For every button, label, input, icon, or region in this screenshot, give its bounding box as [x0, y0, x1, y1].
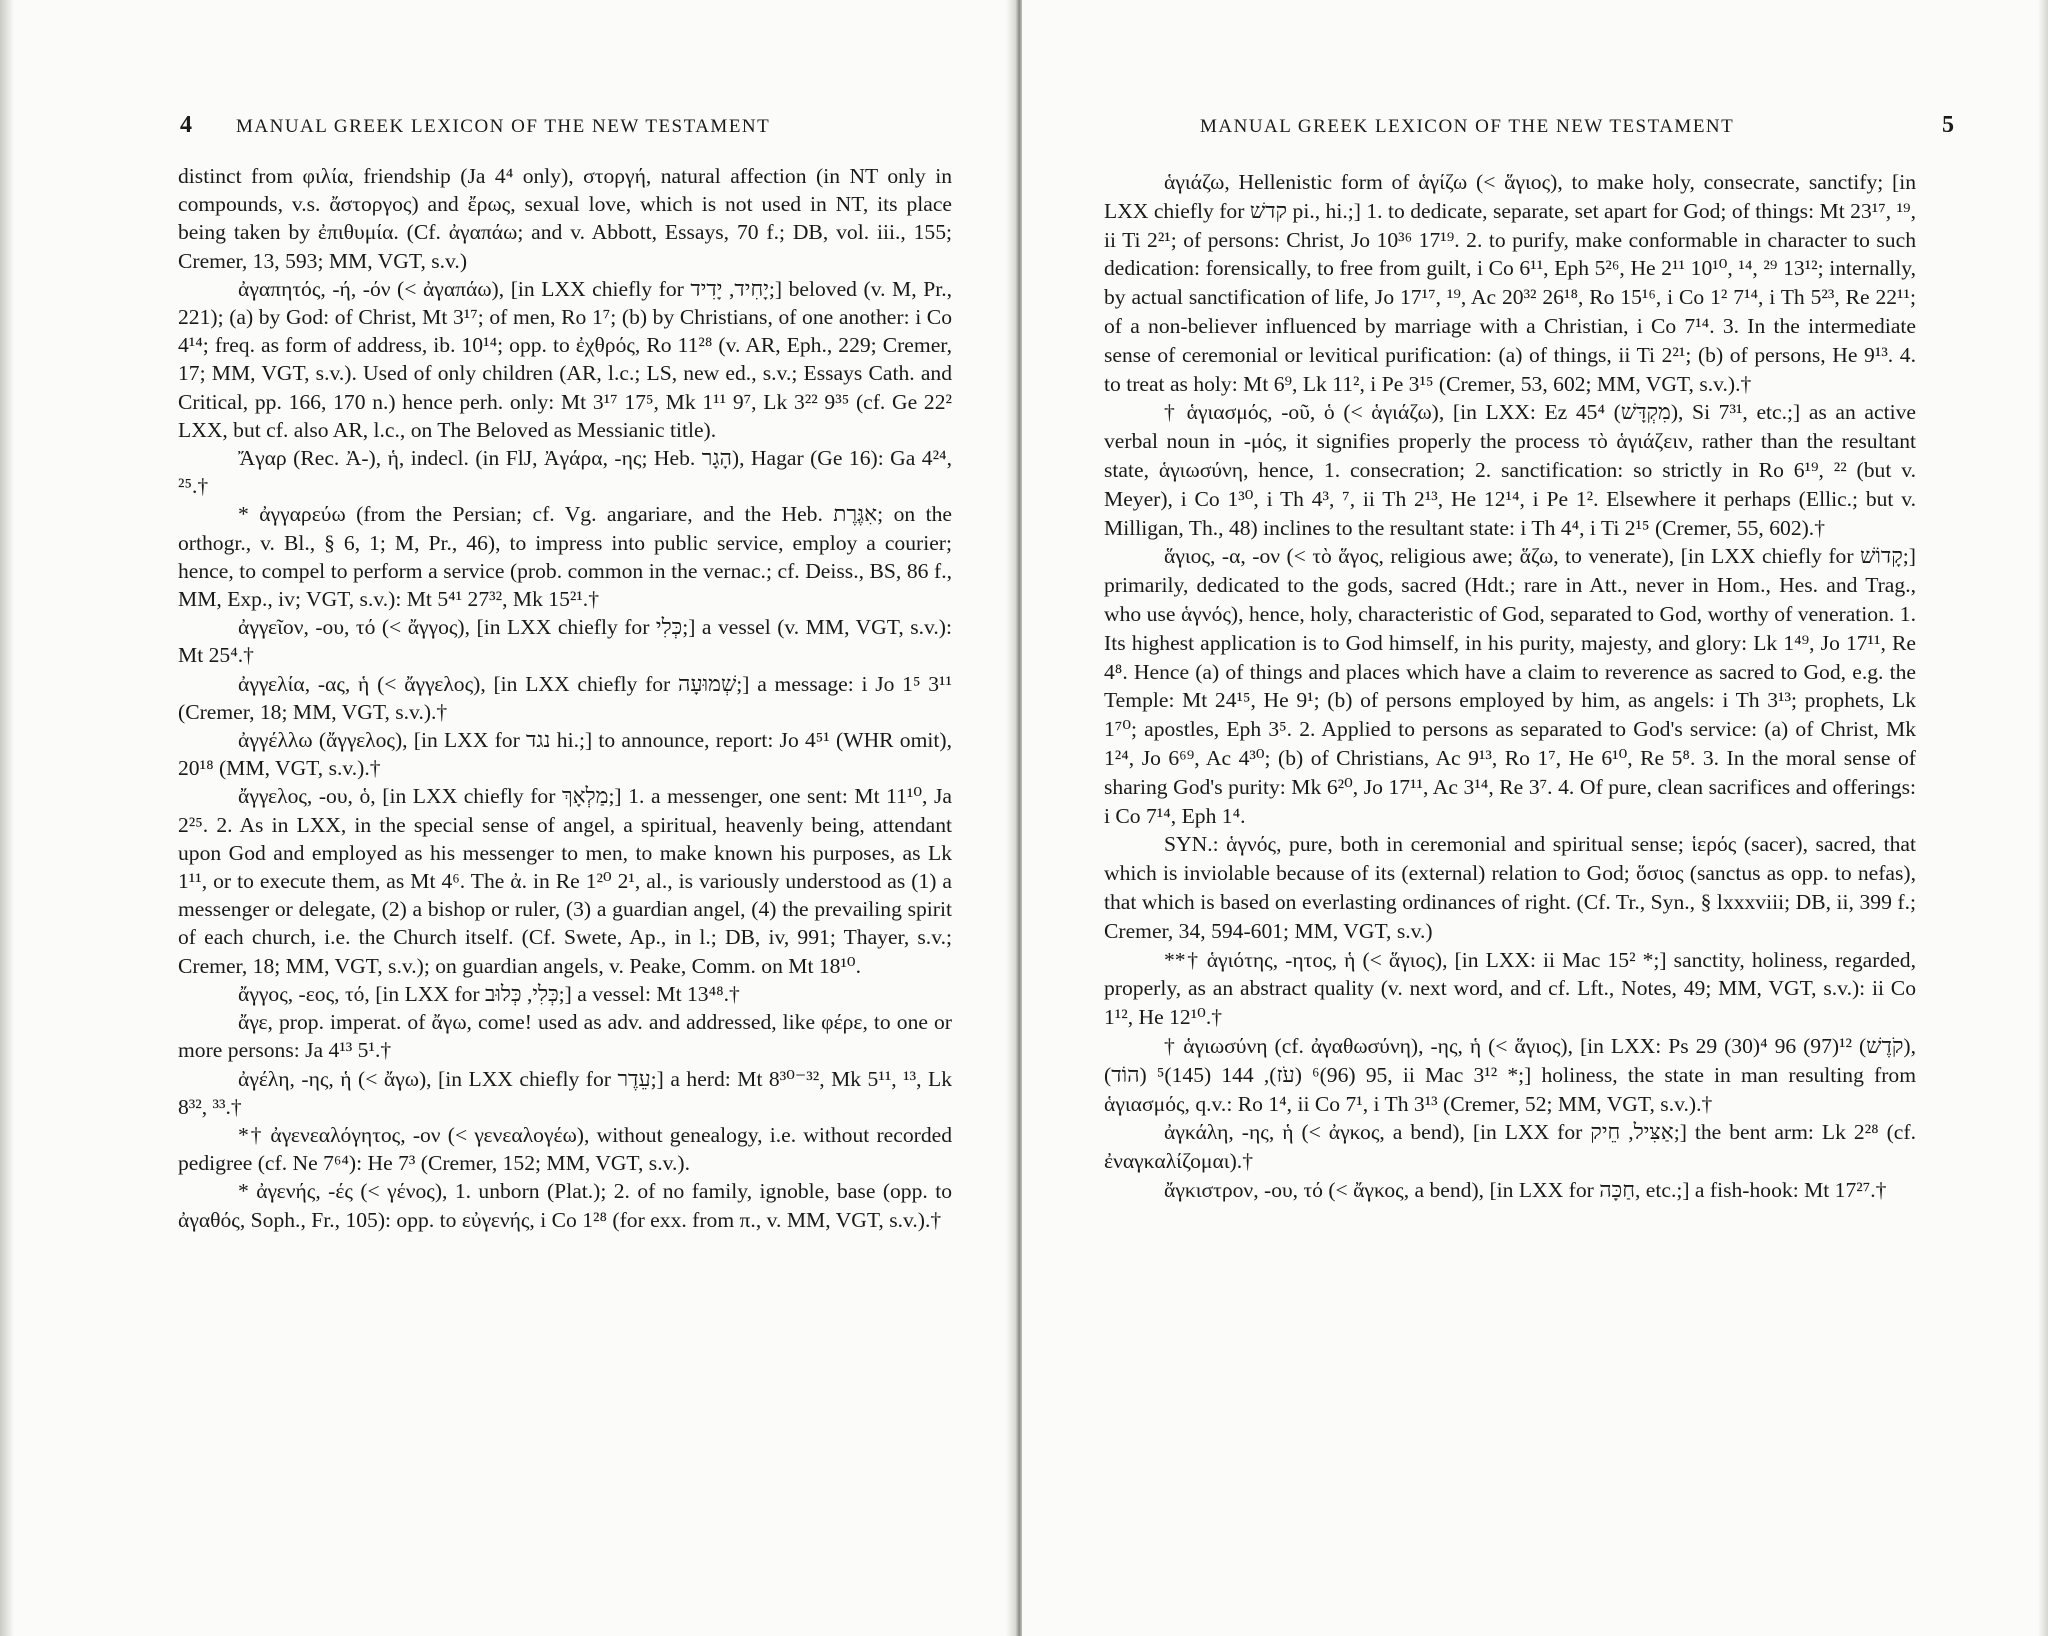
lexicon-column	[1104, 168, 1916, 1205]
lexicon-entry: **† ἁγιότης, -ητος, ἡ (< ἅγιος), [in LXX: ii Mac 15² *;] sanctity, holiness, regarded, properly, as an abstract quality (v. next word, and cf. Lft., Notes, 49; MM, VGT, s.v.): ii Co 1¹², He 12¹⁰.†	[1104, 947, 1916, 1030]
lexicon-paragraph: distinct from φιλία, friendship (Ja 4⁴ only), στοργή, natural affection (in NT only in compounds, v.s. ἄστοργος) and ἔρως, sexual love, which is not used in NT, its place being taken by ἐπιθυμία. (Cf. ἀγαπάω; and v. Abbott, Essays, 70 f.; DB, vol. iii., 155; Cremer, 13, 593; MM, VGT, s.v.)	[178, 164, 952, 273]
running-head-text: MANUAL GREEK LEXICON OF THE NEW TESTAMENT	[236, 116, 771, 137]
lexicon-entry: * ἀγενής, -ές (< γένος), 1. unborn (Plat.); 2. of no family, ignoble, base (opp. to ἀγαθός, Soph., Fr., 105): opp. to εὐγενής, i Co 1²⁸ (for exx. from π., v. MM, VGT, s.v.).†	[178, 1179, 952, 1232]
lexicon-entry: ἄγγος, -εος, τό, [in LXX for כְּלִי, כְּלוּב;] a vessel: Mt 13⁴⁸.†	[238, 981, 740, 1006]
lexicon-entry: ἀγέλη, -ης, ἡ (< ἄγω), [in LXX chiefly for עֵדֶר;] a herd: Mt 8³⁰⁻³², Mk 5¹¹, ¹³, Lk 8³², ³³.†	[178, 1066, 952, 1119]
lexicon-entry: ἄγκιστρον, -ου, τό (< ἄγκος, a bend), [in LXX for חַכָּה, etc.;] a fish-hook: Mt 17²⁷.†	[1164, 1177, 1887, 1202]
lexicon-entry: ἅγιος, -α, -ον (< τὸ ἅγος, religious awe; ἅζω, to venerate), [in LXX chiefly for קָדוֹשׁ;] primarily, dedicated to the gods, sacred (Hdt.; rare in Att., never in Hom., Hes. and Trag., who use ἁγνός), hence, holy, characteristic of God, separated to God, worthy of veneration. 1. Its highest application is to God himself, in his purity, majesty, and glory: Lk 1⁴⁹, Jo 17¹¹, Re 4⁸. Hence (a) of things and places which have a claim to reverence as sacred to God, e.g. the Temple: Mt 24¹⁵, He 9¹; (b) of persons employed by him, as angels: i Th 3¹³; prophets, Lk 1⁷⁰; apostles, Eph 3⁵. 2. Applied to persons as separated to God's service: (a) of Christ, Mk 1²⁴, Jo 6⁶⁹, Ac 4³⁰; (b) of Christians, Ac 9¹³, Ro 1⁷, He 6¹⁰, Re 5⁸. 3. In the moral sense of sharing God's purity: Mk 6²⁰, Jo 17¹¹, Ac 3¹⁴, Re 3⁷. 4. Of pure, clean sacrifices and offerings: i Co 7¹⁴, Eph 1⁴.	[1104, 544, 1916, 828]
lexicon-entry: SYN.: ἁγνός, pure, both in ceremonial and spiritual sense; ἱερός (sacer), sacred, that which is inviolable because of its (external) relation to God; ὅσιος (sanctus as opp. to nefas), that which is based on everlasting ordinances of right. (Cf. Tr., Syn., § lxxxviii; DB, ii, 399 f.; Cremer, 34, 594-601; MM, VGT, s.v.)	[1104, 832, 1916, 943]
lexicon-entry: ἀγγεῖον, -ου, τό (< ἄγγος), [in LXX chiefly for כְּלִי;] a vessel (v. MM, VGT, s.v.): Mt 25⁴.†	[178, 615, 952, 668]
lexicon-entry: * ἀγγαρεύω (from the Persian; cf. Vg. angariare, and the Heb. אִגֶּרֶת; on the orthogr., v. Bl., § 6, 1; M, Pr., 46), to impress into public service, employ a courier; hence, to compel to perform a service (prob. common in the vernac.; cf. Deiss., BS, 86 f., MM, Exp., iv; VGT, s.v.): Mt 5⁴¹ 27³², Mk 15²¹.†	[178, 502, 952, 612]
left-page	[0, 0, 1012, 1636]
page-number: 5	[1942, 112, 1954, 138]
lexicon-entry: † ἁγιωσύνη (cf. ἀγαθωσύνη), -ης, ἡ (< ἅγιος), [in LXX: Ps 29 (30)⁴ 96 (97)¹² (קֹדֶשׁ), 95 (96)⁶ (עֹז), 144 (145)⁵ (הוֹד), ii Mac 3¹² *;] holiness, the state in man resulting from ἁγιασμός, q.v.: Ro 1⁴, ii Co 7¹, i Th 3¹³ (Cremer, 52; MM, VGT, s.v.).†	[1104, 1033, 1916, 1116]
lexicon-entry: † ἁγιασμός, -οῦ, ὁ (< ἁγιάζω), [in LXX: Ez 45⁴ (מִקְדָּשׁ), Si 7³¹, etc.;] as an active verbal noun in -μός, it signifies properly the process τὸ ἁγιάζειν, rather than the resultant state, ἁγιωσύνη, hence, 1. consecration; 2. sanctification: so strictly in Ro 6¹⁹, ²² (but v. Meyer), i Co 1³⁰, i Th 4³, ⁷, ii Th 2¹³, He 12¹⁴, i Pe 1². Elsewhere it perhaps (Ellic.; but v. Milligan, Th., 48) inclines to the resultant state: i Th 4⁴, i Ti 2¹⁵ (Cremer, 55, 602).†	[1104, 400, 1916, 540]
lexicon-entry: Ἄγαρ (Rec. Ἀ-), ἡ, indecl. (in FlJ, Ἀγάρα, -ης; Heb. הָגָר), Hagar (Ge 16): Ga 4²⁴, ²⁵.†	[178, 446, 952, 499]
lexicon-entry: ἄγε, prop. imperat. of ἄγω, come! used as adv. and addressed, like φέρε, to one or more persons: Ja 4¹³ 5¹.†	[178, 1010, 952, 1063]
lexicon-entry: ἀγγελία, -ας, ἡ (< ἄγγελος), [in LXX chiefly for שְׁמוּעָה;] a message: i Jo 1⁵ 3¹¹ (Cremer, 18; MM, VGT, s.v.).†	[178, 671, 952, 724]
lexicon-entry: *† ἀγενεαλόγητος, -ον (< γενεαλογέω), without genealogy, i.e. without recorded pedigree (cf. Ne 7⁶⁴): He 7³ (Cremer, 152; MM, VGT, s.v.).	[178, 1122, 952, 1176]
lexicon-entry: ἀγαπητός, -ή, -όν (< ἀγαπάω), [in LXX chiefly for יָחִיד, יָדִיד;] beloved (v. M, Pr., 221); (a) by God: of Christ, Mt 3¹⁷; of men, Ro 1⁷; (b) by Christians, of one another: i Co 4¹⁴; freq. as form of address, ib. 10¹⁴; opp. to ἐχθρός, Ro 11²⁸ (v. AR, Eph., 229; Cremer, 17; MM, VGT, s.v.). Used of only children (AR, l.c.; LS, new ed., s.v.; Essays Cath. and Critical, pp. 166, 170 n.) hence perh. only: Mt 3¹⁷ 17⁵, Mk 1¹¹ 9⁷, Lk 3²² 9³⁵ (cf. Ge 22² LXX, but cf. also AR, l.c., on The Beloved as Messianic title).	[178, 276, 952, 442]
right-page	[1022, 0, 2048, 1636]
page-edge-shadow	[2038, 0, 2048, 1636]
lexicon-entry: ἄγγελος, -ου, ὁ, [in LXX chiefly for מַלְאָךְ;] 1. a messenger, one sent: Mt 11¹⁰, Ja 2²⁵. 2. As in LXX, in the special sense of angel, a spiritual, heavenly being, attendant upon God and employed as his messenger to men, to make known his purposes, as Lk 1¹¹, or to execute them, as Mt 4⁶. The ἀ. in Re 1²⁰ 2¹, al., is variously understood as (1) a messenger or delegate, (2) a bishop or ruler, (3) a guardian angel, (4) the prevailing spirit of each church, i.e. the Church itself. (Cf. Swete, Ap., in l.; DB, iv, 991; Thayer, s.v.; Cremer, 18; MM, VGT, s.v.); on guardian angels, v. Peake, Comm. on Mt 18¹⁰.	[178, 784, 952, 978]
lexicon-column	[178, 162, 952, 1234]
lexicon-entry: ἀγγέλλω (ἄγγελος), [in LXX for נגד hi.;] to announce, report: Jo 4⁵¹ (WHR omit), 20¹⁸ (MM, VGT, s.v.).†	[178, 728, 952, 781]
running-head-text: MANUAL GREEK LEXICON OF THE NEW TESTAMENT	[1200, 116, 1735, 137]
running-head	[1200, 116, 1734, 138]
page-edge-shadow	[0, 0, 14, 1636]
page-number: 4	[180, 112, 192, 138]
lexicon-entry: ἁγιάζω, Hellenistic form of ἁγίζω (< ἅγιος), to make holy, consecrate, sanctify; [in LXX chiefly for קדשׁ pi., hi.;] 1. to dedicate, separate, set apart for God; of things: Mt 23¹⁷, ¹⁹, ii Ti 2²¹; of persons: Christ, Jo 10³⁶ 17¹⁹. 2. to purify, make conformable in character to such dedication: forensically, to free from guilt, i Co 6¹¹, Eph 5²⁶, He 2¹¹ 10¹⁰, ¹⁴, ²⁹ 13¹²; internally, by actual sanctification of life, Jo 17¹⁷, ¹⁹, Ac 20³² 26¹⁸, Ro 15¹⁶, i Co 1² 7¹⁴, i Th 5²³, Re 22¹¹; of a non-believer influenced by marriage with a Christian, i Co 7¹⁴. 3. In the intermediate sense of ceremonial or levitical purification: (a) of things, ii Ti 2²¹; (b) of persons, He 9¹³. 4. to treat as holy: Mt 6⁹, Lk 11², i Pe 3¹⁵ (Cremer, 53, 602; MM, VGT, s.v.).†	[1104, 170, 1916, 396]
lexicon-entry: ἀγκάλη, -ης, ἡ (< ἀγκος, a bend), [in LXX for אַצִּיל, חֵיק;] the bent arm: Lk 2²⁸ (cf. ἐναγκαλίζομαι).†	[1104, 1120, 1916, 1174]
running-head	[178, 116, 770, 138]
